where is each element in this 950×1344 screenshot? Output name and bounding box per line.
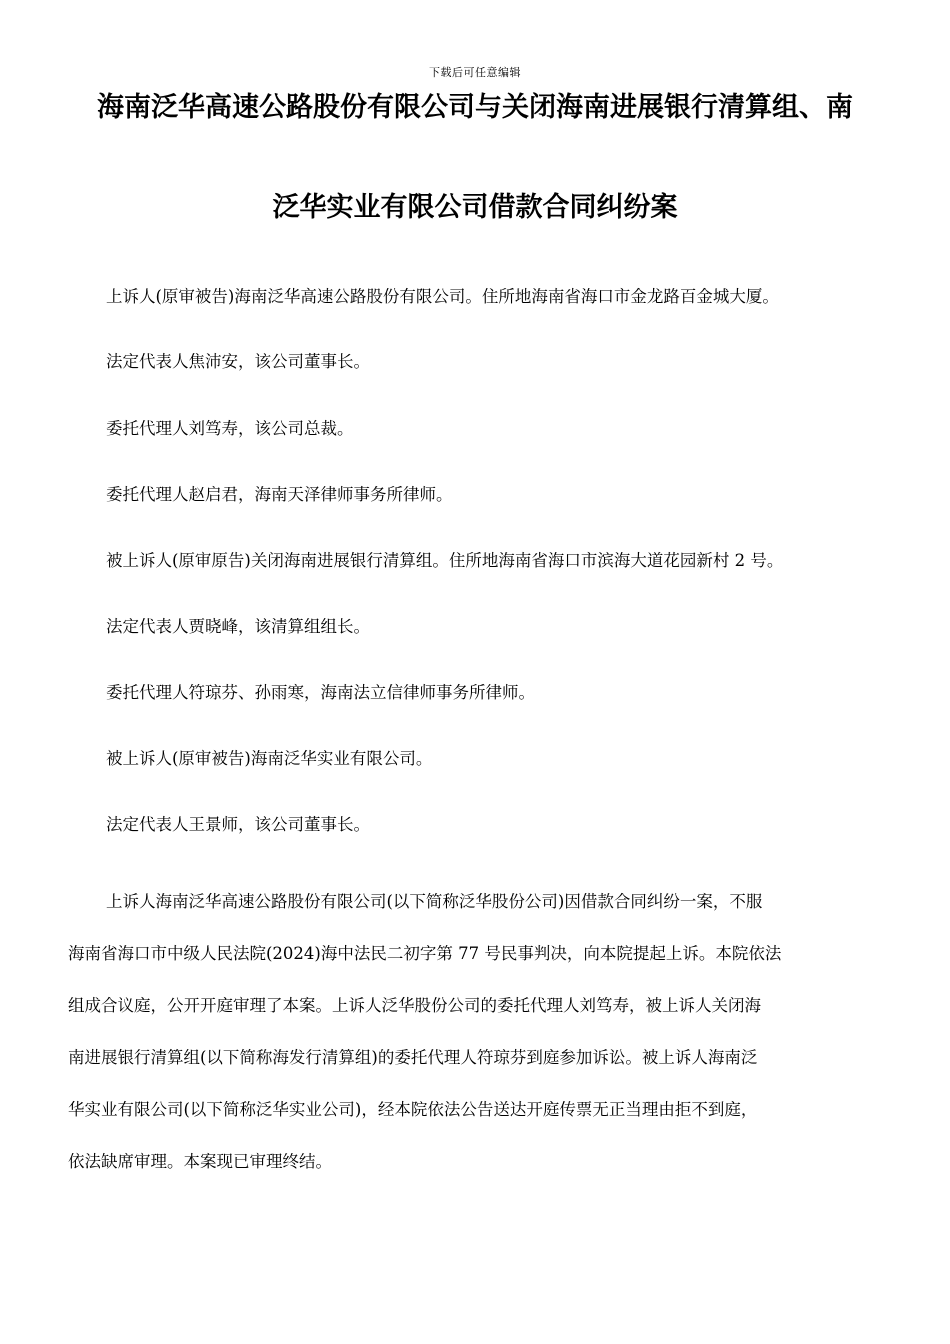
party-appellant-agent-1: 委托代理人刘笃寿，该公司总裁。 bbox=[106, 419, 354, 438]
header-note: 下载后可任意编辑 bbox=[429, 66, 521, 79]
party-appellee-1: 被上诉人(原审原告)关闭海南进展银行清算组。住所地海南省海口市滨海大道花园新村 2 号。 bbox=[106, 551, 784, 570]
document-title-line-1: 海南泛华高速公路股份有限公司与关闭海南进展银行清算组、南 bbox=[97, 92, 853, 123]
party-appellee-2-legal-rep: 法定代表人王景师，该公司董事长。 bbox=[106, 815, 370, 834]
party-appellee-1-agents: 委托代理人符琼芬、孙雨寒，海南法立信律师事务所律师。 bbox=[106, 683, 535, 702]
paragraph-line: 上诉人海南泛华高速公路股份有限公司(以下简称泛华股份公司)因借款合同纠纷一案，不服 bbox=[106, 892, 763, 911]
paragraph-line: 海南省海口市中级人民法院(2024)海中法民二初字第 77 号民事判决，向本院提起上诉。本院依法 bbox=[68, 944, 782, 963]
paragraph-line: 华实业有限公司(以下简称泛华实业公司)，经本院依法公告送达开庭传票无正当理由拒不到庭， bbox=[68, 1100, 758, 1119]
paragraph-line: 依法缺席审理。本案现已审理终结。 bbox=[68, 1152, 332, 1171]
party-appellee-2: 被上诉人(原审被告)海南泛华实业有限公司。 bbox=[106, 749, 433, 768]
paragraph-line: 组成合议庭，公开开庭审理了本案。上诉人泛华股份公司的委托代理人刘笃寿，被上诉人关闭海 bbox=[68, 996, 761, 1015]
party-appellant-agent-2: 委托代理人赵启君，海南天泽律师事务所律师。 bbox=[106, 485, 453, 504]
paragraph-line: 南进展银行清算组(以下简称海发行清算组)的委托代理人符琼芬到庭参加诉讼。被上诉人海南泛 bbox=[68, 1048, 758, 1067]
party-appellee-1-legal-rep: 法定代表人贾晓峰，该清算组组长。 bbox=[106, 617, 370, 636]
document-title-line-2: 泛华实业有限公司借款合同纠纷案 bbox=[272, 192, 678, 223]
party-appellant: 上诉人(原审被告)海南泛华高速公路股份有限公司。住所地海南省海口市金龙路百金城大厦。 bbox=[106, 287, 779, 306]
case-summary-paragraph bbox=[68, 876, 888, 1188]
party-appellant-legal-rep: 法定代表人焦沛安，该公司董事长。 bbox=[106, 352, 370, 371]
